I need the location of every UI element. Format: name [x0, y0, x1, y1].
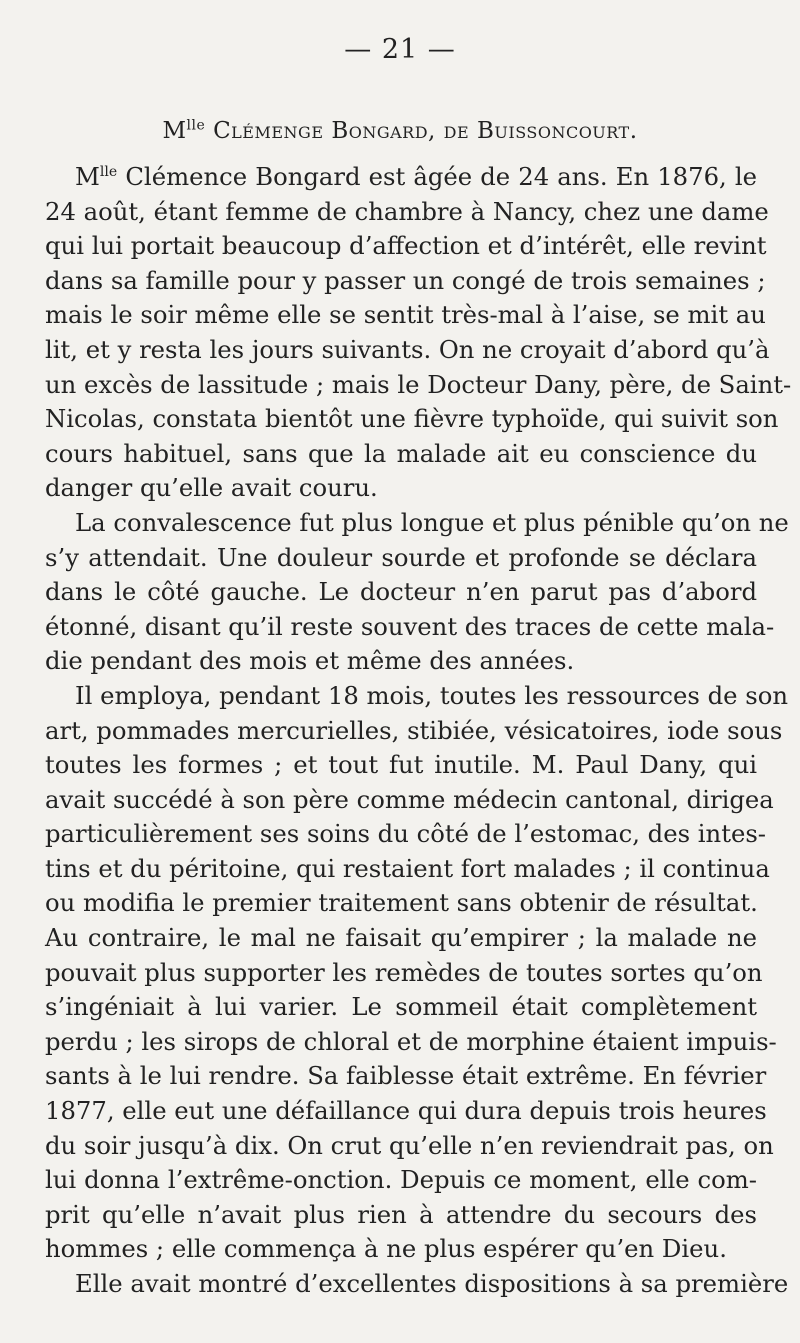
- section-title: [0, 118, 800, 144]
- text-line: 24 août, étant femme de chambre à Nancy, chez une dame: [45, 196, 769, 226]
- text-line: ou modifia le premier traitement sans obtenir de résultat.: [45, 888, 758, 918]
- text-line: lit, et y resta les jours suivants. On ne croyait d’abord qu’à: [45, 334, 770, 364]
- text-line: un excès de lassitude ; mais le Docteur Dany, père, de Saint-: [45, 369, 792, 399]
- text-line: prit qu’elle n’avait plus rien à attendre du secours des: [45, 1199, 757, 1229]
- text-line: Nicolas, constata bientôt une fièvre typhoïde, qui suivit son: [45, 404, 779, 434]
- text-line: mais le soir même elle se sentit très-mal à l’aise, se mit au: [45, 300, 766, 330]
- text-line: avait succédé à son père comme médecin cantonal, dirigea: [45, 784, 774, 814]
- text-line: tins et du péritoine, qui restaient fort malades ; il continua: [45, 853, 770, 883]
- text-line: Au contraire, le mal ne faisait qu’empirer ; la malade ne: [45, 923, 757, 953]
- text-line: dans sa famille pour y passer un congé de trois semaines ;: [45, 265, 766, 295]
- first-line-prefix: M: [75, 162, 100, 191]
- text-line: cours habituel, sans que la malade ait eu conscience du: [45, 438, 757, 468]
- text-line: toutes les formes ; et tout fut inutile. M. Paul Dany, qui: [45, 750, 757, 780]
- text-line: [45, 160, 757, 195]
- text-line: qui lui portait beaucoup d’affection et d’intérêt, elle revint: [45, 231, 767, 261]
- title-text: Clémenge Bongard, de Buissoncourt.: [205, 118, 638, 144]
- text-line: dans le côté gauche. Le docteur n’en parut pas d’abord: [45, 577, 757, 607]
- text-line: pouvait plus supporter les remèdes de toutes sortes qu’on: [45, 957, 763, 987]
- text-line: du soir jusqu’à dix. On crut qu’elle n’en reviendrait pas, on: [45, 1130, 774, 1160]
- text-line: Il employa, pendant 18 mois, toutes les ressources de son: [75, 680, 788, 710]
- text-line: 1877, elle eut une défaillance qui dura depuis trois heures: [45, 1096, 767, 1126]
- title-prefix-sup: lle: [186, 117, 206, 134]
- first-line-sup: lle: [99, 163, 118, 180]
- page-number: — 21 —: [344, 34, 456, 65]
- text-line: Elle avait montré d’excellentes dispositions à sa première: [75, 1269, 789, 1298]
- text-line: die pendant des mois et même des années.: [45, 646, 575, 676]
- text-line: danger qu’elle avait couru.: [45, 473, 378, 503]
- text-line: art, pommades mercurielles, stibiée, vésicatoires, iode sous: [45, 715, 783, 745]
- text-line: s’y attendait. Une douleur sourde et profonde se déclara: [45, 542, 757, 572]
- first-line-rest: Clémence Bongard est âgée de 24 ans. En 1876, le: [117, 162, 757, 191]
- text-line: La convalescence fut plus longue et plus pénible qu’on ne: [75, 507, 789, 537]
- body-text: [45, 160, 792, 1302]
- text-line: sants à le lui rendre. Sa faiblesse était extrême. En février: [45, 1061, 767, 1091]
- text-line: lui donna l’extrême-onction. Depuis ce moment, elle com-: [45, 1165, 757, 1195]
- text-line: particulièrement ses soins du côté de l’estomac, des intes-: [45, 819, 767, 849]
- text-line: hommes ; elle commença à ne plus espérer qu’en Dieu.: [45, 1234, 727, 1264]
- text-line: s’ingéniait à lui varier. Le sommeil était complètement: [45, 992, 757, 1022]
- title-prefix: M: [162, 118, 187, 144]
- text-line: perdu ; les sirops de chloral et de morphine étaient impuis-: [45, 1026, 777, 1056]
- text-line: étonné, disant qu’il reste souvent des traces de cette mala-: [45, 611, 775, 641]
